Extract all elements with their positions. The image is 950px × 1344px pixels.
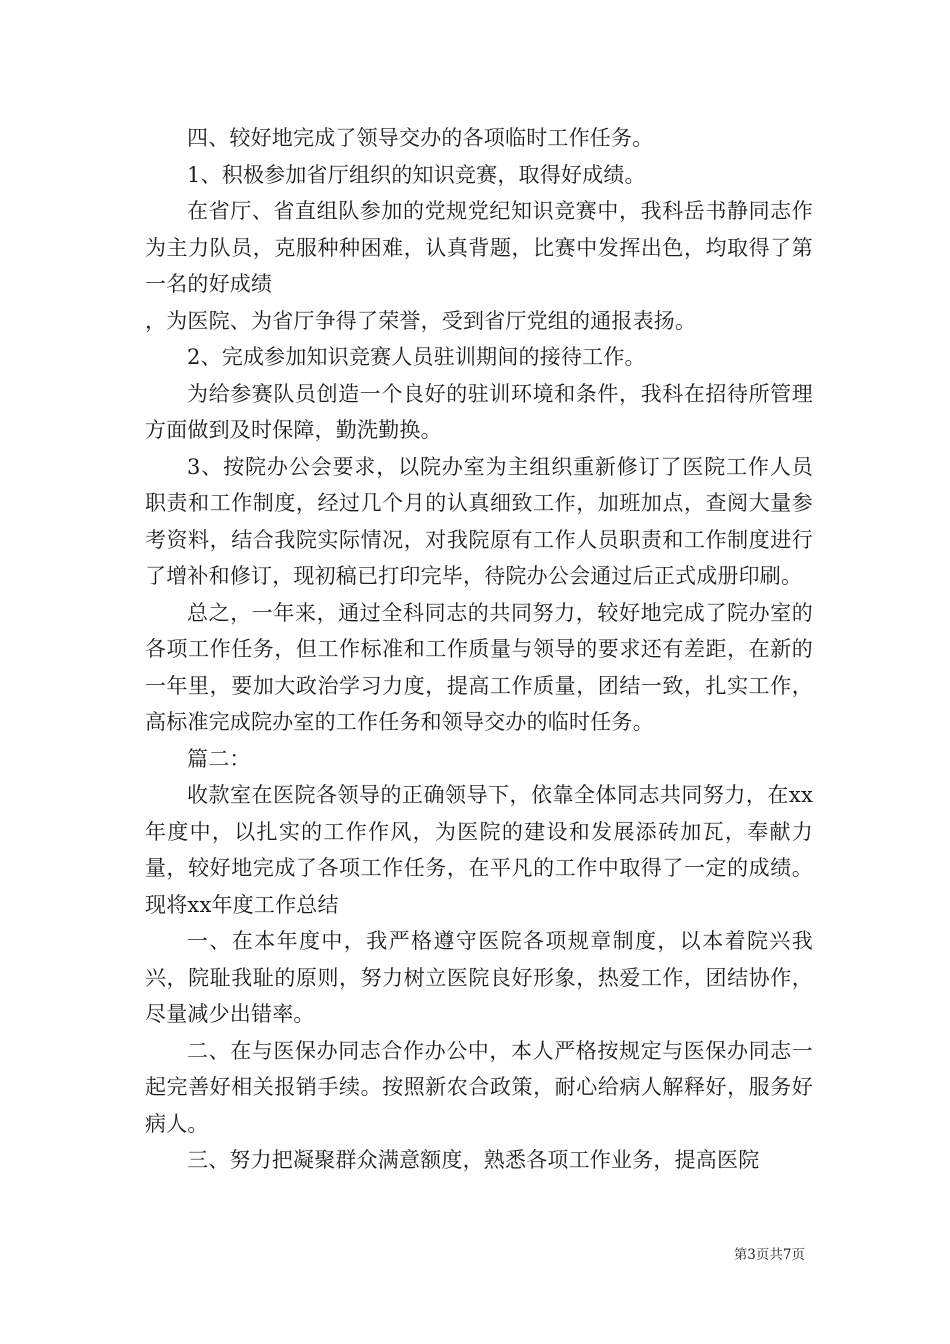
paragraph-4: ，为医院、为省厅争得了荣誉，受到省厅党组的通报表扬。 <box>145 308 697 333</box>
document-body <box>145 120 813 1179</box>
paragraph-12: 三、努力把凝聚群众满意额度，熟悉各项工作业务，提高医院 <box>187 1148 760 1172</box>
section-heading: 篇二： <box>187 746 251 771</box>
paragraph-5: 2、完成参加知识竞赛人员驻训期间的接待工作。 <box>187 345 646 369</box>
paragraph-3: 在省厅、省直组队参加的党规党纪知识竞赛中，我科岳书静同志作为主力队员，克服种种困难，认真背题，比赛中发挥出色，均取得了第一名的好成绩 <box>145 199 813 296</box>
paragraph-2: 1、积极参加省厅组织的知识竞赛，取得好成绩。 <box>187 162 646 187</box>
paragraph-10: 一、在本年度中，我严格遵守医院各项规章制度，以本着院兴我兴，院耻我耻的原则，努力树立医院良好形象，热爱工作，团结协作，尽量减少出错率。 <box>145 929 813 1026</box>
page-number: 第3页共7页 <box>733 1247 805 1263</box>
paragraph-6: 为给参赛队员创造一个良好的驻训环境和条件，我科在招待所管理方面做到及时保障，勤洗勤换。 <box>145 381 813 442</box>
paragraph-7: 3、按院办公会要求，以院办室为主组织重新修订了医院工作人员职责和工作制度，经过几个月的认真细致工作，加班加点，查阅大量参考资料，结合我院实际情况，对我院原有工作人员职责和工作制度进行了增补和修订，现初稿已打印完毕，待院办公会通过后正式成册印刷。 <box>145 454 813 588</box>
paragraph-1: 四、较好地完成了领导交办的各项临时工作任务。 <box>187 126 654 150</box>
page-footer <box>734 1246 805 1264</box>
paragraph-8: 总之，一年来，通过全科同志的共同努力，较好地完成了院办室的各项工作任务，但工作标准和工作质量与领导的要求还有差距，在新的一年里，要加大政治学习力度，提高工作质量，团结一致，扎实工作，高标准完成院办室的工作任务和领导交办的临时任务。 <box>145 600 813 734</box>
paragraph-11: 二、在与医保办同志合作办公中，本人严格按规定与医保办同志一起完善好相关报销手续。按照新农合政策，耐心给病人解释好，服务好病人。 <box>145 1038 813 1136</box>
paragraph-9: 收款室在医院各领导的正确领导下，依靠全体同志共同努力，在xx年度中，以扎实的工作作风，为医院的建设和发展添砖加瓦，奉献力量，较好地完成了各项工作任务，在平凡的工作中取得了一定的成绩。现将xx年度工作总结 <box>145 783 813 917</box>
